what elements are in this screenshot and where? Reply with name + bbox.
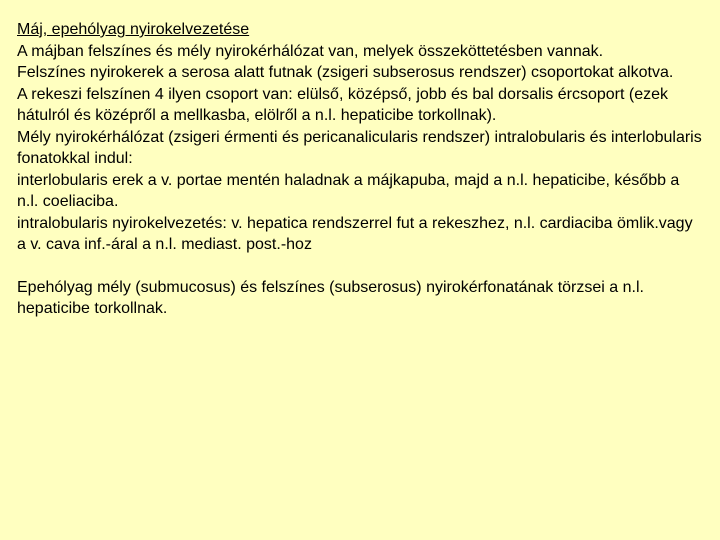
paragraph-diaphragmatic-groups: A rekeszi felszínen 4 ilyen csoport van: elülső, középső, jobb és bal dorsalis ércsoport (ezek hátulról és középről a mellkasba, elölről a n.l. hepaticibe torkollnak).	[17, 85, 668, 124]
slide-text-body	[17, 19, 703, 320]
paragraph-deep-network: Mély nyirokérhálózat (zsigeri érmenti és pericanalicularis rendszer) intralobularis és interlobularis fonatokkal indul:	[17, 128, 702, 167]
paragraph-spacer	[17, 256, 703, 277]
paragraph-gallbladder: Epehólyag mély (submucosus) és felszínes (subserosus) nyirokérfonatának törzsei a n.l. hepaticibe torkollnak.	[17, 278, 644, 317]
paragraph-interlobular: interlobularis erek a v. portae mentén haladnak a májkapuba, majd a n.l. hepaticibe, később a n.l. coeliaciba.	[17, 171, 680, 210]
paragraph-liver-networks: A májban felszínes és mély nyirokérhálózat van, melyek összeköttetésben vannak.	[17, 42, 604, 60]
paragraph-intralobular: intralobularis nyirokelvezetés: v. hepatica rendszerrel fut a rekeszhez, n.l. cardiaciba ömlik.vagy a v. cava inf.-áral a n.l. mediast. post.-hoz	[17, 214, 693, 253]
paragraph-superficial-vessels: Felszínes nyirokerek a serosa alatt futnak (zsigeri subserosus rendszer) csoportokat alkotva.	[17, 64, 674, 81]
slide-title: Máj, epehólyag nyirokelvezetése	[17, 21, 250, 38]
